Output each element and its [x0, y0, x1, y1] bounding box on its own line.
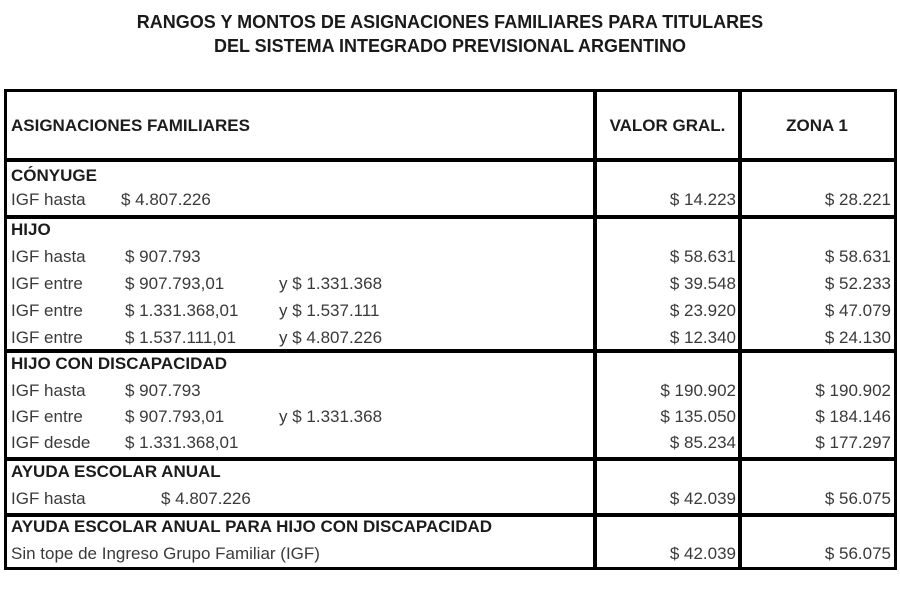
header-zona-1: ZONA 1	[786, 116, 848, 135]
row-range-to: y $ 1.537.111	[279, 301, 380, 320]
table-row	[7, 405, 894, 432]
table-row	[7, 245, 894, 272]
value-general: $ 58.631	[669, 247, 736, 266]
section-title: CÓNYUGE	[11, 166, 97, 185]
row-range-to: y $ 4.807.226	[279, 328, 383, 347]
row-range-from: $ 907.793,01	[125, 407, 225, 426]
value-zona-1: $ 56.075	[824, 544, 891, 563]
row-label: IGF hasta	[11, 381, 86, 400]
row-label: IGF entre	[11, 407, 83, 426]
value-general: $ 23.920	[669, 301, 736, 320]
table-row	[7, 379, 894, 406]
value-zona-1: $ 177.297	[815, 433, 891, 452]
section-title: HIJO	[11, 220, 51, 239]
title-line-2: DEL SISTEMA INTEGRADO PREVISIONAL ARGENTINO	[213, 36, 687, 56]
value-general: $ 14.223	[669, 190, 736, 209]
value-zona-1: $ 28.221	[824, 190, 891, 209]
row-label: IGF hasta	[11, 190, 86, 209]
section-title: HIJO CON DISCAPACIDAD	[11, 354, 227, 373]
table-row	[7, 431, 894, 458]
row-range-from: $ 907.793	[125, 381, 201, 400]
section-ayuda-escolar	[7, 461, 894, 513]
row-range-from: $ 1.331.368,01	[125, 433, 239, 452]
section-title: AYUDA ESCOLAR ANUAL PARA HIJO CON DISCAPACIDAD	[11, 517, 493, 536]
section-hijo-discapacidad	[7, 353, 894, 457]
value-zona-1: $ 24.130	[824, 328, 891, 347]
value-zona-1: $ 56.075	[824, 489, 891, 508]
value-general: $ 85.234	[669, 433, 736, 452]
value-zona-1: $ 190.902	[815, 381, 891, 400]
value-general: $ 39.548	[669, 274, 736, 293]
section-conyuge	[7, 162, 894, 217]
row-label: Sin tope de Ingreso Grupo Familiar (IGF)	[11, 544, 320, 563]
table-row	[7, 188, 894, 215]
allowances-table	[4, 89, 897, 570]
table-row	[7, 272, 894, 299]
value-zona-1: $ 58.631	[824, 247, 891, 266]
header-concept: ASIGNACIONES FAMILIARES	[11, 116, 250, 135]
row-label: IGF desde	[11, 433, 91, 452]
table-row	[7, 487, 894, 514]
row-range-from: $ 907.793,01	[125, 274, 225, 293]
value-general: $ 42.039	[669, 544, 736, 563]
table-row	[7, 542, 894, 569]
row-label: IGF hasta	[11, 247, 86, 266]
row-label: IGF entre	[11, 328, 83, 347]
row-range-to: y $ 1.331.368	[279, 274, 383, 293]
row-range-from: $ 907.793	[125, 247, 201, 266]
value-zona-1: $ 52.233	[824, 274, 891, 293]
document-title	[0, 10, 900, 58]
value-zona-1: $ 184.146	[815, 407, 891, 426]
row-range-from: $ 4.807.226	[161, 489, 251, 508]
value-general: $ 190.902	[660, 381, 736, 400]
row-range-from: $ 4.807.226	[121, 190, 211, 209]
row-range-from: $ 1.331.368,01	[125, 301, 239, 320]
row-range-from: $ 1.537.111,01	[125, 328, 236, 347]
value-general: $ 135.050	[660, 407, 736, 426]
section-hijo	[7, 219, 894, 351]
row-label: IGF hasta	[11, 489, 86, 508]
title-line-1: RANGOS Y MONTOS DE ASIGNACIONES FAMILIARES PARA TITULARES	[136, 12, 764, 32]
section-title: AYUDA ESCOLAR ANUAL	[11, 462, 221, 481]
row-label: IGF entre	[11, 274, 83, 293]
value-general: $ 12.340	[669, 328, 736, 347]
header-general-value: VALOR GRAL.	[609, 116, 726, 135]
value-zona-1: $ 47.079	[824, 301, 891, 320]
table-row	[7, 299, 894, 326]
row-range-to: y $ 1.331.368	[279, 407, 383, 426]
section-ayuda-escolar-discapacidad	[7, 517, 894, 567]
row-label: IGF entre	[11, 301, 83, 320]
value-general: $ 42.039	[669, 489, 736, 508]
